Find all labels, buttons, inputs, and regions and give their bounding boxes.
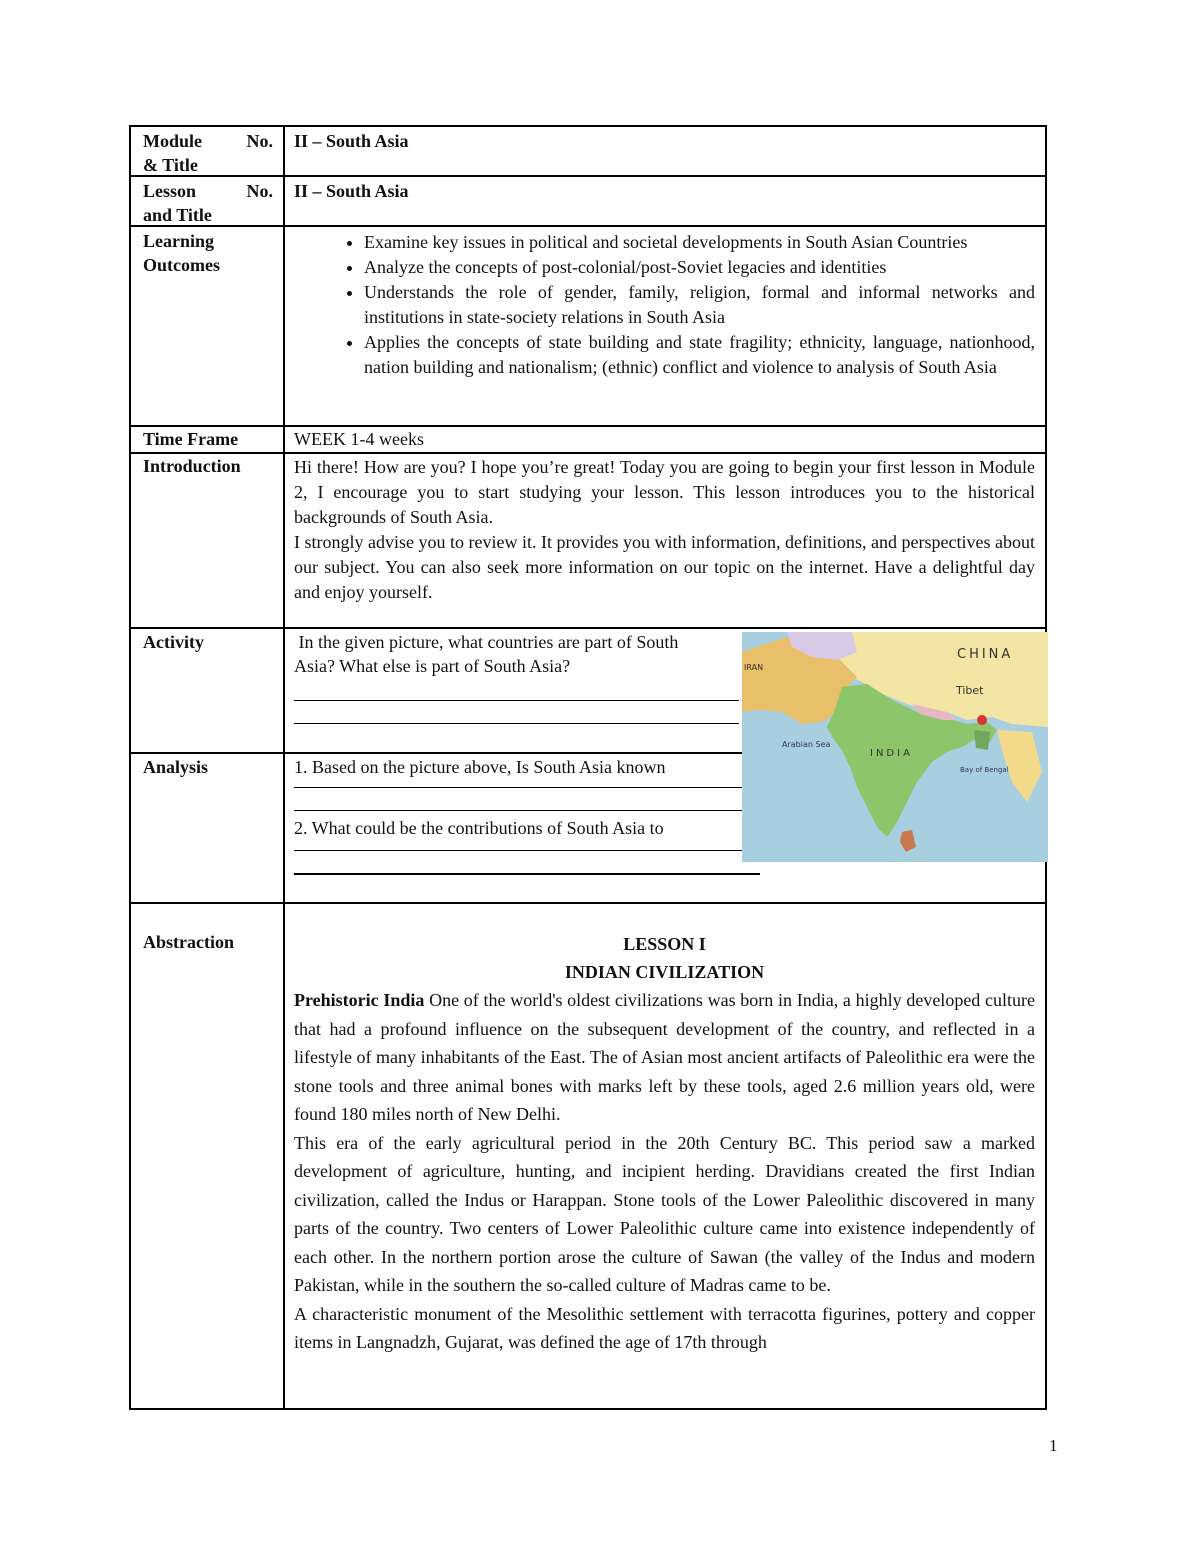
map-label-china: CHINA bbox=[957, 647, 1014, 662]
map-marker-red bbox=[977, 715, 987, 725]
lesson-label bbox=[143, 179, 273, 227]
map-label-iran: IRAN bbox=[744, 663, 764, 672]
map-label-bay-of-bengal: Bay of Bengal bbox=[960, 766, 1009, 774]
outcomes-label-line2: Outcomes bbox=[143, 255, 220, 275]
introduction-label: Introduction bbox=[143, 456, 241, 476]
introduction-text bbox=[294, 455, 1035, 605]
intro-paragraph: I strongly advise you to review it. It provides you with information, definitions, and perspectives about our subject. You can also seek more information on our topic on the internet. Have a delightful day and enjoy yourself. bbox=[294, 532, 1035, 602]
answer-line[interactable] bbox=[294, 787, 744, 788]
outcome-item: • Understands the role of gender, family, religion, formal and informal networks and institutions in state-society relations in South Asia bbox=[364, 280, 1035, 330]
module-label-word: Module bbox=[143, 131, 203, 151]
answer-line[interactable] bbox=[294, 873, 760, 875]
answer-line[interactable] bbox=[294, 810, 744, 811]
module-row bbox=[131, 127, 1045, 177]
analysis-question-1: 1. Based on the picture above, Is South Asia known bbox=[294, 757, 666, 777]
activity-label: Activity bbox=[143, 632, 204, 652]
timeframe-row bbox=[131, 427, 1045, 454]
abstraction-label: Abstraction bbox=[143, 932, 234, 952]
outcomes-label-line1: Learning bbox=[143, 231, 215, 251]
page-number: 1 bbox=[1049, 1436, 1058, 1455]
south-asia-map bbox=[742, 632, 1048, 862]
outcomes-list bbox=[294, 230, 1035, 380]
timeframe-label: Time Frame bbox=[143, 429, 239, 449]
outcomes-row bbox=[131, 227, 1045, 427]
analysis-content bbox=[294, 755, 764, 875]
module-label bbox=[143, 129, 273, 177]
module-label-no: No. bbox=[246, 131, 273, 151]
abstraction-paragraph bbox=[294, 986, 1035, 1129]
lesson-label-word: Lesson bbox=[143, 181, 197, 201]
timeframe-value: WEEK 1-4 weeks bbox=[294, 429, 424, 449]
introduction-row bbox=[131, 454, 1045, 629]
map-label-india: INDIA bbox=[870, 748, 913, 759]
answer-line[interactable] bbox=[294, 723, 739, 724]
outcome-item: • Analyze the concepts of post-colonial/post-Soviet legacies and identities bbox=[364, 255, 1035, 280]
map-label-arabian-sea: Arabian Sea bbox=[782, 740, 831, 749]
lesson-table bbox=[129, 125, 1047, 1410]
outcome-item: • Examine key issues in political and societal developments in South Asian Countries bbox=[364, 230, 1035, 255]
paragraph-body: One of the world's oldest civilizations was born in India, a highly developed culture that had a profound influence on the subsequent development of the country, and reflected in a lifestyle of many inhabitants of the East. The of Asian most ancient artifacts of Paleolithic era were the stone tools and three animal bones with marks left by these tools, aged 2.6 million years old, were found 180 miles north of New Delhi. bbox=[294, 990, 1035, 1124]
answer-line[interactable] bbox=[294, 700, 739, 701]
lesson-label-title: and Title bbox=[143, 205, 212, 225]
lesson-row bbox=[131, 177, 1045, 227]
outcome-item: • Applies the concepts of state building and state fragility; ethnicity, language, nationhood, nation building and nationalism; (ethnic) conflict and violence to analysis of South Asia bbox=[364, 330, 1035, 380]
intro-paragraph: Hi there! How are you? I hope you’re great! Today you are going to begin your first lesson in Module 2, I encourage you to start studying your lesson. This lesson introduces you to the historical backgrounds of South Asia. bbox=[294, 457, 1035, 527]
map-label-tibet: Tibet bbox=[956, 684, 984, 697]
lesson-subheading: INDIAN CIVILIZATION bbox=[564, 962, 765, 982]
lesson-value: II – South Asia bbox=[294, 181, 409, 201]
module-value: II – South Asia bbox=[294, 131, 409, 151]
paragraph-lead: Prehistoric India bbox=[294, 990, 425, 1010]
module-label-title: & Title bbox=[143, 155, 198, 175]
outcomes-label bbox=[143, 229, 273, 277]
analysis-question-2: 2. What could be the contributions of South Asia to bbox=[294, 818, 664, 838]
lesson-heading: LESSON I bbox=[623, 934, 706, 954]
outcomes-list-wrap bbox=[294, 230, 1035, 380]
abstraction-content bbox=[294, 930, 1035, 1357]
analysis-label: Analysis bbox=[143, 757, 209, 777]
abstraction-paragraph: This era of the early agricultural period in the 20th Century BC. This period saw a marked development of agriculture, hunting, and incipient herding. Dravidians created the first Indian civilization, called the Indus or Harappan. Stone tools of the Lower Paleolithic discovered in many parts of the country. Two centers of Lower Paleolithic culture came into existence independently of each other. In the northern portion arose the culture of Sawan (the valley of the Indus and modern Pakistan, while in the southern the so-called culture of Madras came to be. bbox=[294, 1132, 1035, 1295]
map-bangladesh bbox=[974, 730, 990, 750]
answer-line[interactable] bbox=[294, 850, 760, 851]
abstraction-row bbox=[131, 904, 1045, 1410]
abstraction-paragraph: A characteristic monument of the Mesolithic settlement with terracotta figurines, pottery and copper items in Langnadzh, Gujarat, was defined the age of 17th through bbox=[294, 1303, 1035, 1352]
lesson-label-no: No. bbox=[246, 181, 273, 201]
activity-content bbox=[294, 630, 739, 724]
activity-question: In the given picture, what countries are part of South Asia? What else is part of South Asia? bbox=[294, 632, 682, 676]
